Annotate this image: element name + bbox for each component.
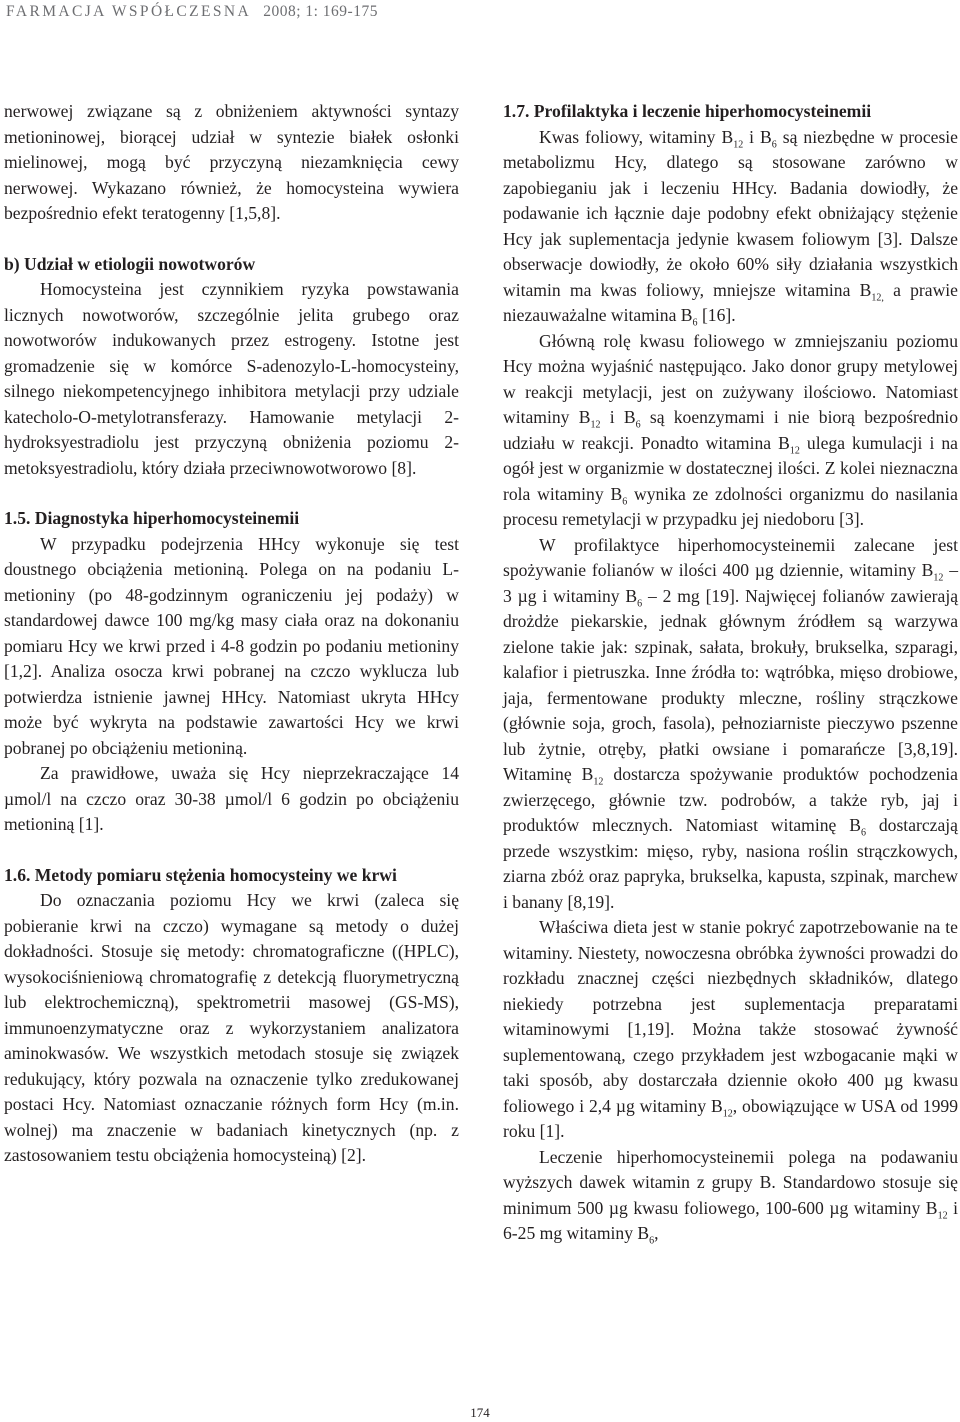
section-1-7-paragraph-5: Leczenie hiperhomocysteinemii polega na podawaniu wyższych dawek witamin z grupy B. Standardowo stosuje się minimum 500 µg kwasu foliowego, 100-600 µg witaminy $B_{12}$ i 6-25 mg witaminy $B_6$, — [503, 1146, 958, 1247]
right-column — [503, 99, 958, 1247]
section-1-7-heading: 1.7. Profilaktyka i leczenie hiperhomocysteinemii — [503, 101, 872, 121]
section-1-7-paragraph-4: Właściwa dieta jest w stanie pokryć zapotrzebowanie na te witaminy. Niestety, nowoczesna obróbka żywności prowadzi do rozkładu znacznej części niezbędnych składników, dlatego niekiedy potrzebna jest suplementacja preparatami witaminowymi [1,19]. Można także stosować żywność suplementowaną, czego przykładem jest wzbogacanie mąki w taki sposób, aby dostarczała dziennie około 400 µg kwasu foliowego i 2,4 µg witaminy $B_{12}$, obowiązujące w USA od 1999 roku [1]. — [503, 917, 958, 1141]
section-1-6-text: Do oznaczania poziomu Hcy we krwi (zaleca się pobieranie krwi na czczo) wymagane są metody o dużej dokładności. Stosuje się metody: chromatograficzne ((HPLC), wysokociśnieniową chromatografię z detekcją fluorymetryczną lub elektrochemiczną), spektrometrii masowej (GS-MS), immunoenzymatyczne oraz z wykorzystaniem analizatora aminokwasów. We wszystkich metodach stosuje się związek redukujący, który pozwala na oznaczenie tylko zredukowanej postaci Hcy. Natomiast oznaczanie różnych form Hcy (m.in. wolnej) ma znaczenie w badaniach kinetycznych (np. z zastosowaniem testu obciążenia homocysteiną) [2]. — [4, 890, 459, 1165]
section-1-5-paragraph-1: W przypadku podejrzenia HHcy wykonuje się test doustnego obciążenia metioniną. Polega on na podaniu L-metioniny (po 48-godzinnym ograniczeniu jej podaży) w standardowej dawce 100 mg/kg masy ciała oraz na dokonaniu pomiaru Hcy we krwi przed i 4-8 godzin po podaniu metioniny [1,2]. Analiza osocza krwi pobranej na czczo wyklucza lub potwierdza istnienie jawnej HHcy. Natomiast ukryta HHcy może być wykryta na podstawie zawartości Hcy we krwi pobranej po obciążeniu metioniną. — [4, 533, 459, 758]
section-1-7-paragraph-3: W profilaktyce hiperhomocysteinemii zalecane jest spożywanie folianów w ilości 400 µg dziennie, witaminy $B_{12} - 3$ µg i witaminy $B_6 - 2$ mg [19]. Najwięcej folianów zawierają drożdże piekarskie, jednak głównym źródłem są warzywa zielone takie jak: szpinak, sałata, brokuły, brukselka, szparagi, kalafior i pietruszka. Inne źródła to: wątróbka, mięso drobiowe, jaja, fermentowane produkty mleczne, rośliny strączkowe (głównie soja, groch, fasola), pełnoziarniste pieczywo pszenne lub żytnie, otręby, płatki owsiane i pomarańcze [3,8,19]. Witaminę $B_{12}$ dostarcza spożywanie produktów pochodzenia zwierzęcego, głównie tzw. podrobów, a także ryb, jaj i produktów mlecznych. Natomiast witaminę $B_6$ dostarczają przede wszystkim: mięso, ryby, nasiona roślin strączkowych, ziarna zbóż oraz papryka, brukselka, kapusta, szpinak, marchew i banany [8,19]. — [503, 534, 959, 912]
journal-citation: 2008; 1: 169-175 — [263, 3, 378, 20]
left-column — [4, 99, 459, 1169]
section-1-5-paragraph-2: Za prawidłowe, uważa się Hcy nieprzekraczające 14 µmol/l na czczo oraz 30-38 µmol/l 6 godzin po obciążeniu metioniną [1]. — [4, 763, 459, 834]
section-b-heading: b) Udział w etiologii nowotworów — [4, 253, 256, 274]
page-number: 174 — [470, 1405, 490, 1420]
section-1-7-paragraph-1: Kwas foliowy, witaminy $B_{12}$ i $B_6$ są niezbędne w procesie metabolizmu Hcy, dlatego są stosowane zarówno w zapobieganiu jak i leczeniu HHcy. Badania dowiodły, że podawanie ich łącznie daje podobny efekt obniżający stężenie Hcy jak suplementacja jedynie kwasem foliowym [3]. Dalsze obserwacje dowiodły, że około 60% siły działania wszystkich witamin ma kwas foliowy, mniejsze witamina $B_{12,}$ a prawie niezauważalne witamina $B_6$ [16]. — [503, 126, 958, 329]
paragraph-teratogenic: nerwowej związane są z obniżeniem aktywności syntazy metioninowej, biorącej udział w syntezie białek osłonki mielinowej, mogą być przyczyną niezamknięcia cewy nerwowej. Wykazano również, że homocysteina wywiera bezpośrednio efekt teratogenny [1,5,8]. — [4, 101, 459, 223]
running-header — [6, 3, 378, 21]
section-b-text: Homocysteina jest czynnikiem ryzyka powstawania licznych nowotworów, szczególnie jelita grubego oraz nowotworów indukowanych przez estrogeny. Istotne jest gromadzenie się w komórce S-adenozylo-L-homocysteiny, silnego niekompetencyjnego inhibitora metylacji przy udziale katecholo-O-metylotransferazy. Hamowanie metylacji 2-hydroksyestradiolu jest przyczyną obniżenia poziomu 2-metoksyestradiolu, który działa przeciwnowotworowo [8]. — [4, 279, 459, 478]
section-1-6-heading: 1.6. Metody pomiaru stężenia homocysteiny we krwi — [4, 864, 397, 885]
journal-name: FARMACJA WSPÓŁCZESNA — [6, 3, 252, 20]
section-1-5-heading: 1.5. Diagnostyka hiperhomocysteinemii — [4, 508, 300, 528]
section-1-7-paragraph-2: Główną rolę kwasu foliowego w zmniejszaniu poziomu Hcy można wyjaśnić następująco. Jako donor grupy metylowej w reakcji metylacji, jest on zużywany ilościowo. Natomiast witaminy $B_{12}$ i $B_6$ są koenzymami i nie biorą bezpośrednio udziału w reakcji. Ponadto witamina $B_{12}$ ulega kumulacji i na ogół jest w organizmie w dostatecznej ilości. Z kolei nieznaczna rola witaminy $B_6$ wynika ze zdolności organizmu do nasilania procesu remetylacji w przypadku jej niedoboru [3]. — [503, 330, 958, 529]
